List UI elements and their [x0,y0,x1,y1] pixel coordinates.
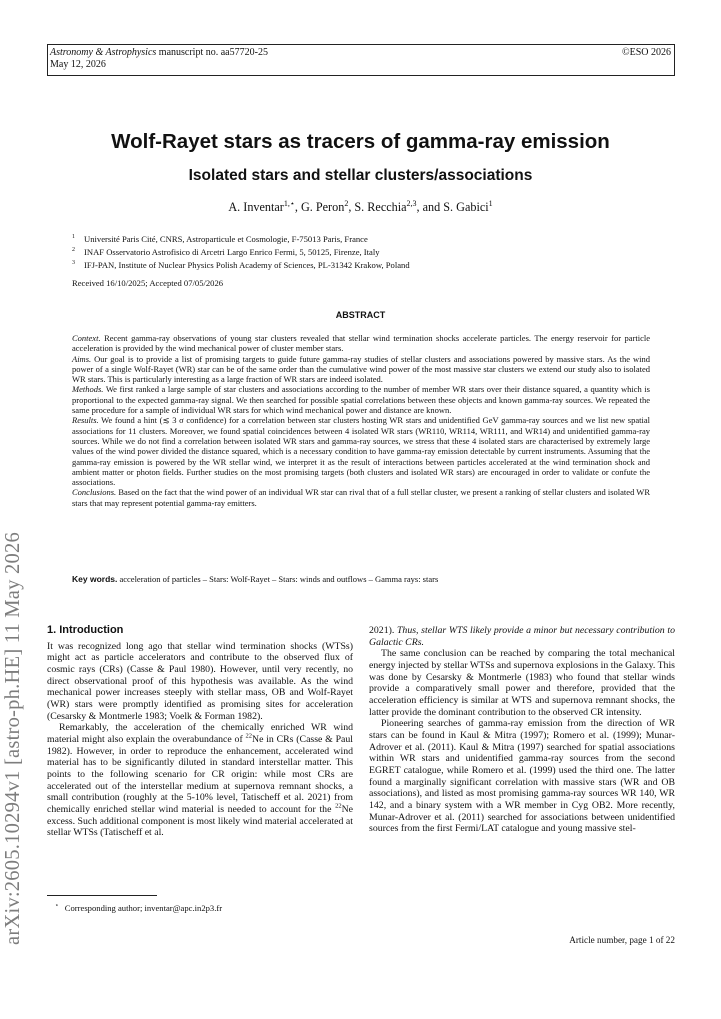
affiliation: $^2$ INAF Osservatorio Astrofisico di Arcetri Largo Enrico Fermi, 5, 50125, Firenze, Italy [72,246,380,257]
manuscript-date: May 12, 2026 [50,59,106,70]
paragraph: Remarkably, the acceleration of the chemically enriched WR wind material might also explain the overabundance of $^{22}$Ne in CRs (Casse & Paul 1982). However, in order to reproduce the enhancement, accelerated wind material has to be significantly diluted in standard interstellar matter. This points to the following scenario for CR origin: while most CRs are accelerated out of the interstellar medium at supernova remnant shocks, a small contribution (roughly at the 5-10% level, Tatischeff et al. 2021) from chemically enriched stellar wind material is needed to account for the $^{22}$Ne excess. Such additional component is most likely wind material accelerated at stellar WTSs (Tatischeff et al. [47,722,354,839]
paragraph: The same conclusion can be reached by comparing the total mechanical energy injected by stellar WTSs and supernova explosions in the Galaxy. This was done by Cesarsky & Montmerle (1983) who found that stellar winds provide a comparatively small power and therefore, provided that the acceleration efficiency is similar at WTS and supernova remnant shocks, the latter provide the dominant contribution to the observed CR intensity. [369,648,675,718]
author: S. Recchia$^{2,3}$, and [354,199,444,215]
abstract [72,333,650,508]
manuscript-id: manuscript no. aa57720-25 [158,47,268,58]
paragraph: Pioneering searches of gamma-ray emission from the direction of WR stars can be found in Kaul & Mitra (1997); Romero et al. (1999); Munar-Adrover et al. (2011). Kaul & Mitra (1997) searched for spatial associations within WR stars and unidentified gamma-ray sources from the second EGRET catalogue, while Romero et al. (1999) used the third one. The latter found a marginally significant correlation with massive stars (WR and OB associations), and listed as most promising gamma-ray sources WR 140, WR 142, and a binary system with a WR member in Cyg OB2. More recently, Munar-Adrover et al. (2011) searched for associations between unidentified sources from the first Fermi/LAT catalogue and young massive stel- [369,718,675,835]
right-column [369,625,675,835]
journal-header [47,44,675,76]
page-number: Article number, page 1 of 22 [569,935,675,945]
abstract-conclusions: Conclusions. Based on the fact that the wind power of an individual WR star can rival that of a full stellar cluster, we present a ranking of stellar clusters and isolated WR stars that may represent potential gamma-ray emitters. [72,487,650,508]
abstract-context: Context. Recent gamma-ray observations of young star clusters revealed that stellar wind termination shocks accelerate particles. The energy reservoir for particle acceleration is provided by the wind mechanical power of cluster member stars. [72,333,651,354]
abstract-methods: Methods. We first ranked a large sample of star clusters and associations according to the number of member WR stars over their distance squared, a quantity which is proportional to the expected gamma-ray signal. We then searched for possible spatial correlations between these objects and known gamma-ray sources. We repeated the same procedure for a sample of individual WR stars for which wind mechanical power and distance are known. [72,384,650,416]
affiliation: $^3$ IFJ-PAN, Institute of Nuclear Physics Polish Academy of Sciences, PL-31342 Krakow, Poland [72,259,410,270]
journal-name: Astronomy & Astrophysics [50,47,157,58]
abstract-heading: ABSTRACT [335,310,386,320]
abstract-results: Results. We found a hint (≲ 3 σ confidence) for a correlation between star clusters hosting WR stars and unidentified GeV gamma-ray sources and we list new spatial associations for 11 clusters. Moreover, we found spatial coincidences between 4 isolated WR stars (WR110, WR114, WR111, and WR14) and unidentified gamma-ray sources. While we do not find a correlation between isolated WR stars and gamma-ray sources, we stress that these 4 isolated stars are characterised by extremely large values of the wind power divided the distance squared, which is a necessary condition to have gamma-ray emission detectable by current instruments. Assuming that the gamma-ray emission is powered by the WR stellar wind, we interpret it as the result of interactions between particles accelerated at the wind termination shock and ambient matter or photon fields. Further studies on the most promising targets (both clusters and isolated WR stars) are encouraged in order to validate or confute the associations. [72,415,650,488]
paper-subtitle: Isolated stars and stellar clusters/associations [188,167,533,184]
paper-title: Wolf-Rayet stars as tracers of gamma-ray emission [111,130,610,153]
manuscript-line [50,47,672,59]
paragraph: 2021). Thus, stellar WTS likely provide a minor but necessary contribution to Galactic CRs. [369,625,675,648]
copyright: ©ESO 2026 [622,47,671,58]
keywords: Key words. acceleration of particles – Stars: Wolf-Rayet – Stars: winds and outflows – Gamma rays: stars [72,574,439,584]
arxiv-stamp: arXiv:2605.10294v1 [astro-ph.HE] 11 May 2026 [2,532,24,945]
author-list [0,199,721,215]
footnote: ⋆ Corresponding author; inventar@apc.in2p3.fr [55,902,223,913]
affiliation: $^1$ Université Paris Cité, CNRS, Astroparticule et Cosmologie, F-75013 Paris, France [72,233,368,244]
footnote-rule [47,895,157,896]
paragraph: It was recognized long ago that stellar wind termination shocks (WTSs) might act as particle accelerators and contribute to the observed flux of cosmic rays (CRs) (Casse & Paul 1980). However, until very recently, no direct observational proof of this hypothesis was available. As the wind mechanical power increases steeply with stellar mass, OB and Wolf-Rayet (WR) stars were promptly identified as promising sites for acceleration (Cesarsky & Montmerle 1983; Voelk & Forman 1982). [47,640,353,722]
author: G. Peron$^2$, [300,199,355,215]
left-column [47,625,353,839]
section-heading: 1. Introduction [47,624,124,636]
author: A. Inventar$^{1,⋆}$, [228,199,301,215]
received-accepted: Received 16/10/2025; Accepted 07/05/2026 [72,278,224,288]
affiliations [72,232,410,271]
author: S. Gabici$^1$ [443,199,493,215]
abstract-aims: Aims. Our goal is to provide a list of promising targets to guide future gamma-ray studies of stellar clusters and associations powered by massive stars. As the wind power of a single Wolf-Rayet (WR) star can be of the same order than the cumulative wind power of the most massive star clusters we extend our study also to isolated WR stars. This is particularly interesting as a large fraction of WR stars are indeed isolated. [72,353,650,385]
